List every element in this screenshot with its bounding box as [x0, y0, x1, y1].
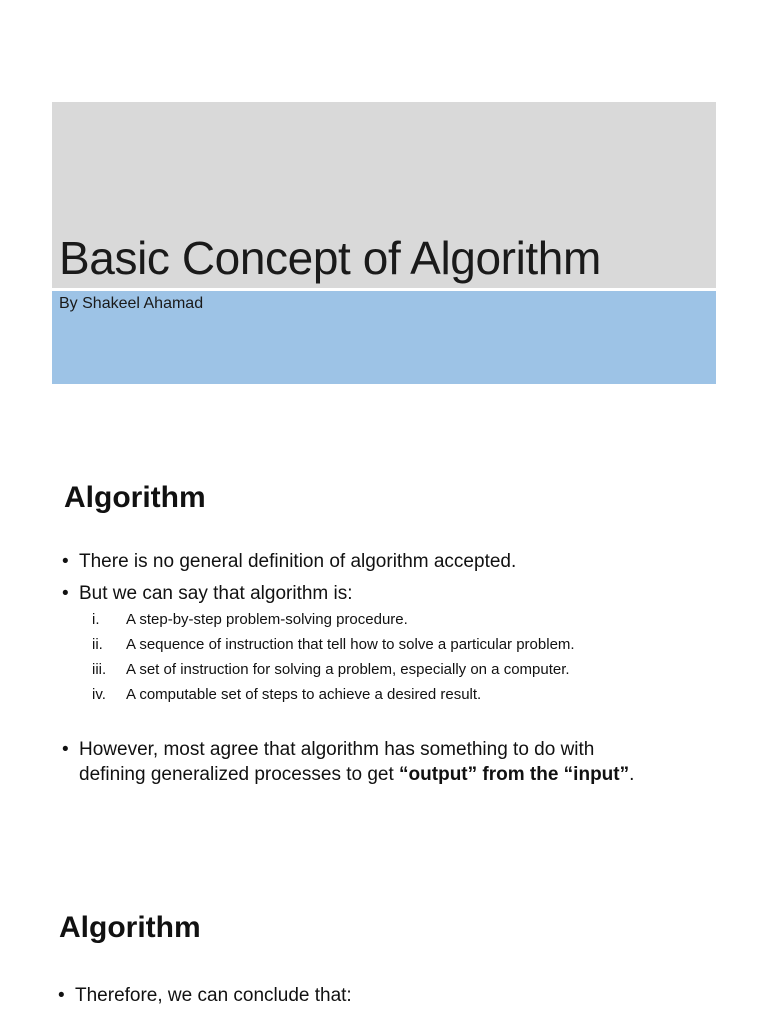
bullet-text: defining generalized processes to get: [79, 764, 400, 785]
list-number: ii.: [92, 636, 103, 653]
bullet-dot: •: [62, 551, 69, 572]
bullet-text: Therefore, we can conclude that:: [75, 985, 352, 1006]
bullet-dot: •: [58, 985, 65, 1006]
list-number: iv.: [92, 686, 106, 703]
slide-heading: Algorithm: [59, 911, 201, 944]
bullet-text: But we can say that algorithm is:: [79, 583, 353, 604]
algorithm-definition-slide: [0, 470, 768, 830]
bullet-text: There is no general definition of algorithm accepted.: [79, 551, 517, 572]
bullet-dot: •: [62, 583, 69, 604]
title-slide: [52, 102, 716, 384]
bullet-text-end: .: [629, 764, 635, 785]
subtitle-band: [52, 291, 716, 384]
list-text: A step-by-step problem-solving procedure.: [126, 611, 408, 628]
slide-heading: Algorithm: [64, 481, 206, 514]
title-band: [52, 102, 716, 288]
bullet-dot: •: [62, 739, 69, 760]
bullet-text: However, most agree that algorithm has something to do with: [79, 739, 595, 760]
list-text: A computable set of steps to achieve a desired result.: [126, 686, 482, 703]
author-subtitle: By Shakeel Ahamad: [59, 295, 204, 312]
presentation-title: Basic Concept of Algorithm: [59, 232, 601, 284]
algorithm-conclusion-slide: [0, 900, 768, 1024]
list-number: i.: [92, 611, 100, 628]
list-number: iii.: [92, 661, 107, 678]
list-text: A set of instruction for solving a problem, especially on a computer.: [126, 661, 570, 678]
list-text: A sequence of instruction that tell how to solve a particular problem.: [126, 636, 575, 653]
emphasis-text: “output” from the “input”: [399, 764, 630, 785]
